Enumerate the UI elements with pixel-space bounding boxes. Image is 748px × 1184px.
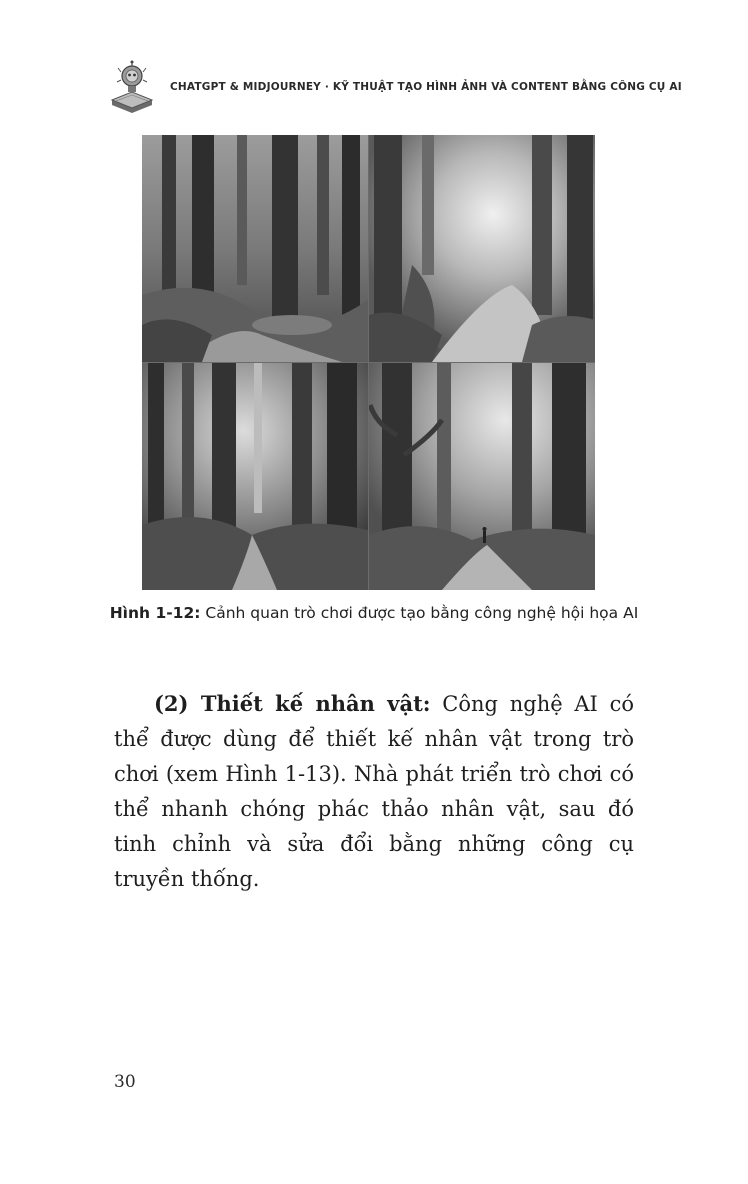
forest-panel-bottom-left — [142, 363, 368, 590]
body-paragraph — [114, 686, 634, 897]
running-head: CHATGPT & MIDJOURNEY · KỸ THUẬT TẠO HÌNH ẢNH VÀ CONTENT BẰNG CÔNG CỤ AI — [170, 81, 682, 93]
forest-panel-bottom-right — [369, 363, 595, 590]
forest-landscape-figure — [142, 135, 595, 590]
forest-panel-top-right — [369, 135, 595, 362]
paragraph-lead: (2) Thiết kế nhân vật: — [154, 691, 431, 716]
figure-caption-text: Cảnh quan trò chơi được tạo bằng công nghệ hội họa AI — [200, 604, 639, 622]
robot-head-on-book-icon — [108, 60, 156, 116]
figure-caption — [100, 600, 648, 626]
figure-caption-label: Hình 1-12: — [109, 604, 201, 622]
page-header — [108, 60, 682, 116]
page-number: 30 — [114, 1072, 136, 1092]
paragraph-text: Công nghệ AI có thể được dùng để thiết kế nhân vật trong trò chơi (xem Hình 1-13). Nhà phát triển trò chơi có thể nhanh chóng phác thảo nhân vật, sau đó tinh chỉnh và sửa đổi bằng những công cụ truyền thống. — [114, 692, 635, 891]
forest-panel-top-left — [142, 135, 368, 362]
